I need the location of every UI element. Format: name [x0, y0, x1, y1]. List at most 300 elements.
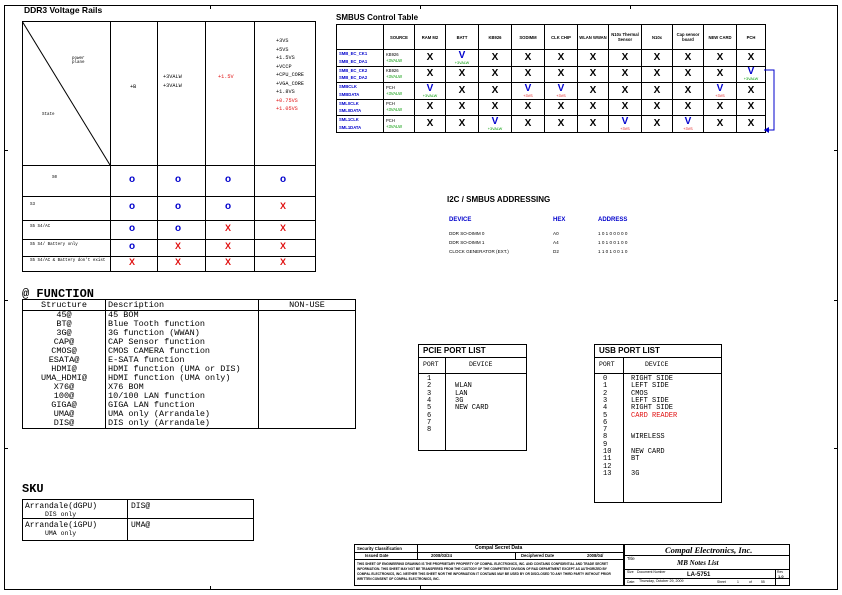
smbus-not-connected-mark: X	[491, 51, 499, 63]
smbus-cell	[737, 83, 766, 100]
smbus-col-header: PCH	[737, 25, 766, 50]
usb-title: USB PORT LIST	[595, 345, 721, 358]
smbus-connected-mark: V	[491, 115, 499, 127]
ddr3-on-mark: o	[225, 201, 232, 212]
pcie-port-number: 4	[427, 396, 432, 405]
i2c-address: 1 0 1 0 0 0 0 0	[598, 231, 628, 236]
smbus-rail-label: +3VS	[715, 93, 725, 98]
bracket-arrow	[764, 68, 778, 148]
smbus-cell	[446, 116, 479, 133]
date-value: Thursday, October 29, 2009	[639, 579, 684, 583]
usb-device: CMOS	[631, 389, 648, 398]
ddr3-off-mark: X	[280, 201, 287, 211]
ddr3-on-mark: o	[175, 173, 182, 185]
usb-port-row	[595, 464, 721, 471]
smbus-rail-label: +3VALW	[487, 126, 503, 131]
smbus-cell	[609, 50, 642, 67]
smbus-not-connected-mark: X	[653, 51, 661, 63]
smbus-cell	[704, 50, 737, 67]
smbus-not-connected-mark: X	[426, 51, 434, 63]
function-structure: 45@	[23, 311, 106, 321]
function-description: X76 BOM	[106, 383, 259, 392]
function-description: HDMI function (UMA or DIS)	[106, 365, 259, 374]
smbus-cell	[479, 99, 512, 116]
smbus-rail-label: +3VS	[523, 93, 533, 98]
smbus-not-connected-mark: X	[621, 51, 629, 63]
smbus-not-connected-mark: X	[458, 101, 466, 113]
pcie-port-number: 5	[427, 404, 432, 413]
ddr3-rail-name: +0.75VS	[276, 97, 298, 104]
function-structure: BT@	[23, 320, 106, 329]
function-nonuse	[259, 419, 356, 429]
i2c-hex: D2	[553, 249, 559, 254]
usb-device: BT	[631, 455, 640, 464]
smbus-cell	[446, 50, 479, 67]
deciphered-date: 2008/04/	[587, 553, 604, 558]
smbus-cell	[545, 50, 578, 67]
sheet-number: 1	[737, 580, 739, 584]
usb-port-row	[595, 471, 721, 478]
smbus-cell	[642, 116, 673, 133]
usb-device: LEFT SIDE	[631, 382, 669, 391]
smbus-source-chip: PCH	[386, 101, 395, 107]
smbus-source	[384, 99, 415, 116]
smbus-source	[384, 83, 415, 100]
function-structure: UMA@	[23, 410, 106, 419]
smbus-rail-label: +3VALW	[454, 60, 470, 65]
smbus-not-connected-mark: X	[684, 101, 692, 113]
smbus-row	[337, 99, 766, 116]
pcie-port-row	[419, 413, 526, 420]
smbus-cell	[642, 66, 673, 83]
function-structure: 100@	[23, 392, 106, 401]
smbus-corner-cell	[337, 25, 384, 50]
ddr3-rail-name: +VCCP	[276, 63, 292, 70]
pcie-port-number: 3	[427, 389, 432, 398]
usb-port-number: 13	[603, 469, 612, 478]
smbus-source-rail: +3VALW	[386, 74, 403, 80]
pcie-title: PCIE PORT LIST	[419, 345, 526, 358]
edge-tick	[4, 300, 8, 301]
usb-port-row	[595, 413, 721, 420]
smbus-not-connected-mark: X	[684, 84, 692, 96]
ddr3-rail-name: +1.8VS	[276, 89, 295, 95]
smbus-source-chip: KB926	[386, 51, 399, 57]
smbus-cell	[415, 66, 446, 83]
function-structure: CAP@	[23, 338, 106, 347]
smbus-rail-label: +3VS	[556, 93, 566, 98]
smbus-row	[337, 66, 766, 83]
smbus-source	[384, 116, 415, 133]
ddr3-col-15v: +1.5V	[218, 74, 234, 80]
sheet-label: Sheet	[717, 580, 726, 584]
smbus-cell	[578, 116, 609, 133]
smbus-not-connected-mark: X	[747, 84, 755, 96]
function-nonuse	[259, 347, 356, 356]
of-label: of	[749, 580, 752, 584]
function-table	[22, 299, 356, 429]
smbus-cell	[545, 116, 578, 133]
ddr3-state: S5 S4/ Battery only	[30, 242, 78, 247]
function-structure: GIGA@	[23, 401, 106, 410]
smbus-cell	[673, 99, 704, 116]
smbus-cell	[479, 66, 512, 83]
ddr3-state: S5 S4/AC	[30, 224, 51, 229]
smbus-not-connected-mark: X	[557, 68, 565, 80]
usb-port-row	[595, 420, 721, 427]
sku-code: UMA@	[131, 521, 151, 530]
smbus-not-connected-mark: X	[684, 51, 692, 63]
ddr3-off-mark: X	[129, 256, 136, 267]
smbus-cell	[512, 66, 545, 83]
i2c-title: I2C / SMBUS ADDRESSING	[447, 195, 551, 204]
notice-text: THIS SHEET OF ENGINEERING DRAWING IS THE PROPRIETARY PROPERTY OF COMPAL ELECTRONICS, INC. AND CONTAINS CONFIDENTIAL AND TRADE SECRET INFORMATION. THIS SHEET MAY NOT BE TRANSFERED FROM THE CUSTODY OF THE COMPETENT DIVISION OF R&D DEPARTMENT EXCEPT AS AUTHORIZED BY COMPAL ELECTRONICS, INC. NEITHER THIS SHEET NOR THE INFORMATION IT CONTAINS MAY BE USED BY OR DISCLOSED TO ANY THIRD PARTY WITHOUT PRIOR WRITTEN CONSENT OF COMPAL ELECTRONICS, INC.	[357, 562, 611, 581]
usb-port-number: 0	[603, 375, 608, 383]
sheet-total: 55	[761, 580, 765, 584]
ddr3-on-mark: o	[225, 173, 232, 185]
function-header-row	[23, 300, 356, 311]
smbus-not-connected-mark: X	[524, 117, 532, 129]
pcie-device: NEW CARD	[455, 404, 489, 413]
smbus-not-connected-mark: X	[524, 51, 532, 63]
smbus-cell	[578, 50, 609, 67]
issued-date: 2008/03/24	[431, 553, 452, 558]
smbus-col-header: WLAN WWAN	[578, 25, 609, 50]
smbus-cell	[545, 83, 578, 100]
edge-tick	[4, 150, 8, 151]
i2c-hex: A4	[553, 240, 559, 245]
smbus-cell	[609, 116, 642, 133]
pcie-port-row	[419, 376, 526, 383]
smbus-not-connected-mark: X	[589, 84, 597, 96]
usb-port-number: 6	[603, 418, 608, 427]
function-structure: DIS@	[23, 419, 106, 429]
edge-tick	[4, 448, 8, 449]
smbus-not-connected-mark: X	[653, 68, 661, 80]
smbus-col-header: SOURCE	[384, 25, 415, 50]
smbus-rail-label: +3VALW	[422, 93, 438, 98]
smbus-signal: SMB_EC_CK1 SMB_EC_DA1	[337, 50, 384, 67]
usb-port-number: 12	[603, 462, 612, 471]
ddr3-col-rails	[276, 37, 314, 114]
smbus-not-connected-mark: X	[458, 84, 466, 96]
smbus-signal: SMBCLK SMBDATA	[337, 83, 384, 100]
security-label: Security Classification	[357, 546, 402, 551]
smbus-col-header: NEW CARD	[704, 25, 737, 50]
smbus-rail-label: +3VS	[620, 126, 630, 131]
usb-port-number: 5	[603, 411, 608, 420]
pcie-device: 3G	[455, 396, 464, 405]
usb-port-number: 2	[603, 389, 608, 398]
smbus-table	[336, 24, 766, 133]
secret-label: Compal Secret Data	[475, 545, 523, 551]
ddr3-rail-name: +1.05VS	[276, 106, 298, 112]
ddr3-state: S3	[30, 203, 36, 207]
smbus-cell	[673, 83, 704, 100]
function-nonuse	[259, 392, 356, 401]
edge-tick	[834, 448, 838, 449]
i2c-col-hex: HEX	[553, 217, 566, 223]
function-structure: UMA_HDMI@	[23, 374, 106, 383]
function-description: E-SATA function	[106, 356, 259, 365]
date-label: Date:	[627, 580, 636, 584]
function-description: 45 BOM	[106, 311, 259, 321]
smbus-not-connected-mark: X	[458, 117, 466, 129]
smbus-cell	[415, 99, 446, 116]
smbus-signal: SMB_EC_CK2 SMB_EC_DA2	[337, 66, 384, 83]
usb-port-row	[595, 456, 721, 463]
pcie-port-number: 8	[427, 426, 432, 435]
usb-device: RIGHT SIDE	[631, 375, 674, 383]
smbus-not-connected-mark: X	[426, 117, 434, 129]
smbus-not-connected-mark: X	[426, 101, 434, 113]
ddr3-on-mark: o	[129, 201, 136, 212]
ddr3-title: DDR3 Voltage Rails	[24, 5, 103, 15]
ddr3-rail-name: +3VS	[276, 38, 289, 44]
smbus-not-connected-mark: X	[524, 68, 532, 80]
ddr3-off-mark: X	[225, 256, 232, 267]
smbus-row	[337, 83, 766, 100]
ddr3-on-mark: o	[280, 173, 287, 185]
function-description: 10/100 LAN function	[106, 392, 259, 401]
usb-port-number: 4	[603, 404, 608, 413]
ddr3-on-mark: o	[175, 222, 182, 234]
smbus-source-chip: PCH	[386, 117, 395, 123]
smbus-cell	[737, 99, 766, 116]
ddr3-on-mark: o	[129, 173, 136, 185]
smbus-col-header: N10x Thermal Sensor	[609, 25, 642, 50]
smbus-not-connected-mark: X	[653, 101, 661, 113]
smbus-cell	[609, 99, 642, 116]
smbus-not-connected-mark: X	[716, 51, 724, 63]
edge-tick	[210, 586, 211, 590]
smbus-signal: SML1CLK SML1DATA	[337, 116, 384, 133]
usb-port-number: 7	[603, 426, 608, 435]
usb-port-number: 1	[603, 382, 608, 391]
smbus-not-connected-mark: X	[653, 84, 661, 96]
sku-table	[22, 499, 254, 541]
ddr3-off-mark: X	[280, 240, 287, 251]
smbus-cell	[704, 83, 737, 100]
smbus-cell	[673, 50, 704, 67]
usb-port-row	[595, 383, 721, 390]
smbus-not-connected-mark: X	[621, 101, 629, 113]
pcie-device: LAN	[455, 389, 468, 398]
smbus-not-connected-mark: X	[589, 51, 597, 63]
usb-port-number: 3	[603, 396, 608, 405]
pcie-port-row	[419, 420, 526, 427]
ddr3-power-plane-label: power plane	[72, 57, 85, 65]
smbus-cell	[545, 66, 578, 83]
function-structure: CMOS@	[23, 347, 106, 356]
smbus-not-connected-mark: X	[589, 101, 597, 113]
usb-port-list	[594, 344, 722, 503]
function-col-header: Description	[106, 300, 259, 311]
smbus-not-connected-mark: X	[491, 68, 499, 80]
smbus-cell	[479, 83, 512, 100]
i2c-device: DDR SO-DIMM 0	[449, 231, 485, 236]
smbus-cell	[415, 116, 446, 133]
smbus-connected-mark: V	[621, 115, 629, 127]
usb-port-number: 10	[603, 448, 612, 456]
ddr3-off-mark: X	[175, 256, 182, 267]
usb-device: 3G	[631, 469, 640, 478]
pcie-port-number: 2	[427, 382, 432, 391]
pcie-port-number: 1	[427, 375, 432, 383]
usb-device: NEW CARD	[631, 448, 665, 456]
smbus-not-connected-mark: X	[684, 68, 692, 80]
usb-device: WIRELESS	[631, 433, 665, 442]
edge-tick	[210, 5, 211, 9]
smbus-cell	[545, 99, 578, 116]
edge-tick	[834, 150, 838, 151]
sku-name: Arrandale(iGPU)	[25, 521, 98, 530]
smbus-connected-mark: V	[524, 82, 532, 94]
function-nonuse	[259, 356, 356, 365]
usb-col-device: DEVICE	[645, 361, 669, 368]
rev-value: 1.0	[778, 574, 784, 579]
smbus-signal: SML0CLK SML0DATA	[337, 99, 384, 116]
function-description: HDMI function (UMA only)	[106, 374, 259, 383]
ddr3-off-mark: X	[225, 240, 232, 251]
smbus-not-connected-mark: X	[716, 117, 724, 129]
smbus-cell	[512, 99, 545, 116]
pcie-col-port: PORT	[423, 361, 439, 368]
smbus-connected-mark: V	[716, 82, 724, 94]
smbus-cell	[479, 116, 512, 133]
sku-name: Arrandale(dGPU)	[25, 502, 98, 511]
smbus-not-connected-mark: X	[621, 84, 629, 96]
smbus-not-connected-mark: X	[557, 117, 565, 129]
i2c-address: 1 0 1 0 0 1 0 0	[598, 240, 628, 245]
smbus-not-connected-mark: X	[747, 101, 755, 113]
function-nonuse	[259, 338, 356, 347]
company-name: Compal Electronics, Inc.	[665, 545, 753, 555]
ddr3-col-3valw: +3VALW +3VALW	[163, 74, 182, 89]
smbus-title: SMBUS Control Table	[336, 13, 419, 22]
function-description: CAP Sensor function	[106, 338, 259, 347]
smbus-cell	[479, 50, 512, 67]
smbus-rail-label: +3VALW	[743, 77, 759, 82]
pcie-port-row	[419, 383, 526, 390]
function-description: GIGA LAN function	[106, 401, 259, 410]
function-nonuse	[259, 311, 356, 321]
function-title: @ FUNCTION	[22, 287, 95, 301]
ddr3-off-mark: X	[280, 256, 287, 267]
function-nonuse	[259, 383, 356, 392]
i2c-hex: A0	[553, 231, 559, 236]
smbus-not-connected-mark: X	[557, 101, 565, 113]
pcie-port-number: 6	[427, 411, 432, 420]
edge-tick	[630, 5, 631, 9]
ddr3-rail-name: +CPU_CORE	[276, 72, 305, 78]
usb-device: CARD READER	[631, 411, 678, 420]
ddr3-off-mark: X	[175, 240, 182, 251]
rev-label: Rev	[777, 570, 784, 574]
smbus-source	[384, 50, 415, 67]
ddr3-on-mark: o	[129, 222, 136, 234]
smbus-not-connected-mark: X	[716, 68, 724, 80]
sku-sub: DIS only	[45, 511, 77, 518]
sku-code: DIS@	[131, 502, 151, 511]
smbus-cell	[704, 99, 737, 116]
smbus-connected-mark: V	[458, 49, 466, 61]
ddr3-col-b: +B	[130, 84, 137, 90]
usb-col-port: PORT	[599, 361, 615, 368]
smbus-not-connected-mark: X	[621, 68, 629, 80]
smbus-not-connected-mark: X	[589, 117, 597, 129]
i2c-address: 1 1 0 1 0 0 1 0	[598, 249, 628, 254]
i2c-device: CLOCK GENERATOR (EXT.)	[449, 249, 509, 254]
function-nonuse	[259, 401, 356, 410]
i2c-device: DDR SO-DIMM 1	[449, 240, 485, 245]
size-label: Size	[627, 570, 634, 574]
smbus-col-header: BATT	[446, 25, 479, 50]
function-description: UMA only (Arrandale)	[106, 410, 259, 419]
function-nonuse	[259, 329, 356, 338]
edge-tick	[420, 5, 421, 9]
smbus-cell	[446, 99, 479, 116]
smbus-col-header: N10x	[642, 25, 673, 50]
smbus-source-chip: KB926	[386, 68, 399, 74]
pcie-port-list	[418, 344, 527, 451]
ddr3-rail-name: +1.5VS	[276, 55, 295, 61]
smbus-not-connected-mark: X	[557, 51, 565, 63]
function-description: 3G function (WWAN)	[106, 329, 259, 338]
smbus-not-connected-mark: X	[524, 101, 532, 113]
smbus-connected-mark: V	[557, 82, 565, 94]
smbus-cell	[446, 66, 479, 83]
pcie-col-device: DEVICE	[469, 361, 493, 368]
smbus-cell	[578, 99, 609, 116]
usb-port-number: 8	[603, 433, 608, 442]
smbus-not-connected-mark: X	[458, 68, 466, 80]
smbus-not-connected-mark: X	[426, 68, 434, 80]
usb-device: LEFT SIDE	[631, 396, 669, 405]
i2c-col-device: DEVICE	[449, 217, 472, 223]
smbus-col-header: CLK CHIP	[545, 25, 578, 50]
smbus-not-connected-mark: X	[491, 84, 499, 96]
i2c-col-address: ADDRESS	[598, 217, 628, 223]
ddr3-rail-name: +VGA_CORE	[276, 80, 305, 87]
usb-port-row	[595, 449, 721, 456]
usb-port-row	[595, 434, 721, 441]
smbus-source-chip: PCH	[386, 84, 395, 90]
smbus-cell	[609, 83, 642, 100]
smbus-col-header: KB926	[479, 25, 512, 50]
function-col-header: NON-USE	[259, 300, 356, 311]
smbus-cell	[415, 83, 446, 100]
smbus-cell	[415, 50, 446, 67]
smbus-source	[384, 66, 415, 83]
function-description: DIS only (Arrandale)	[106, 419, 259, 429]
edge-tick	[834, 300, 838, 301]
diagonal-divider	[22, 21, 110, 165]
smbus-source-rail: +3VALW	[386, 107, 403, 113]
usb-port-number: 11	[603, 455, 612, 464]
smbus-cell	[642, 99, 673, 116]
smbus-rail-label: +3VS	[683, 126, 693, 131]
smbus-col-header: Cap sensor board	[673, 25, 704, 50]
ddr3-state: S5 S4/AC & Battery don't exist	[30, 258, 106, 263]
smbus-cell	[512, 116, 545, 133]
smbus-cell	[512, 83, 545, 100]
smbus-cell	[446, 83, 479, 100]
smbus-not-connected-mark: X	[716, 101, 724, 113]
edge-tick	[420, 586, 421, 590]
smbus-row	[337, 50, 766, 67]
function-row	[23, 419, 356, 429]
